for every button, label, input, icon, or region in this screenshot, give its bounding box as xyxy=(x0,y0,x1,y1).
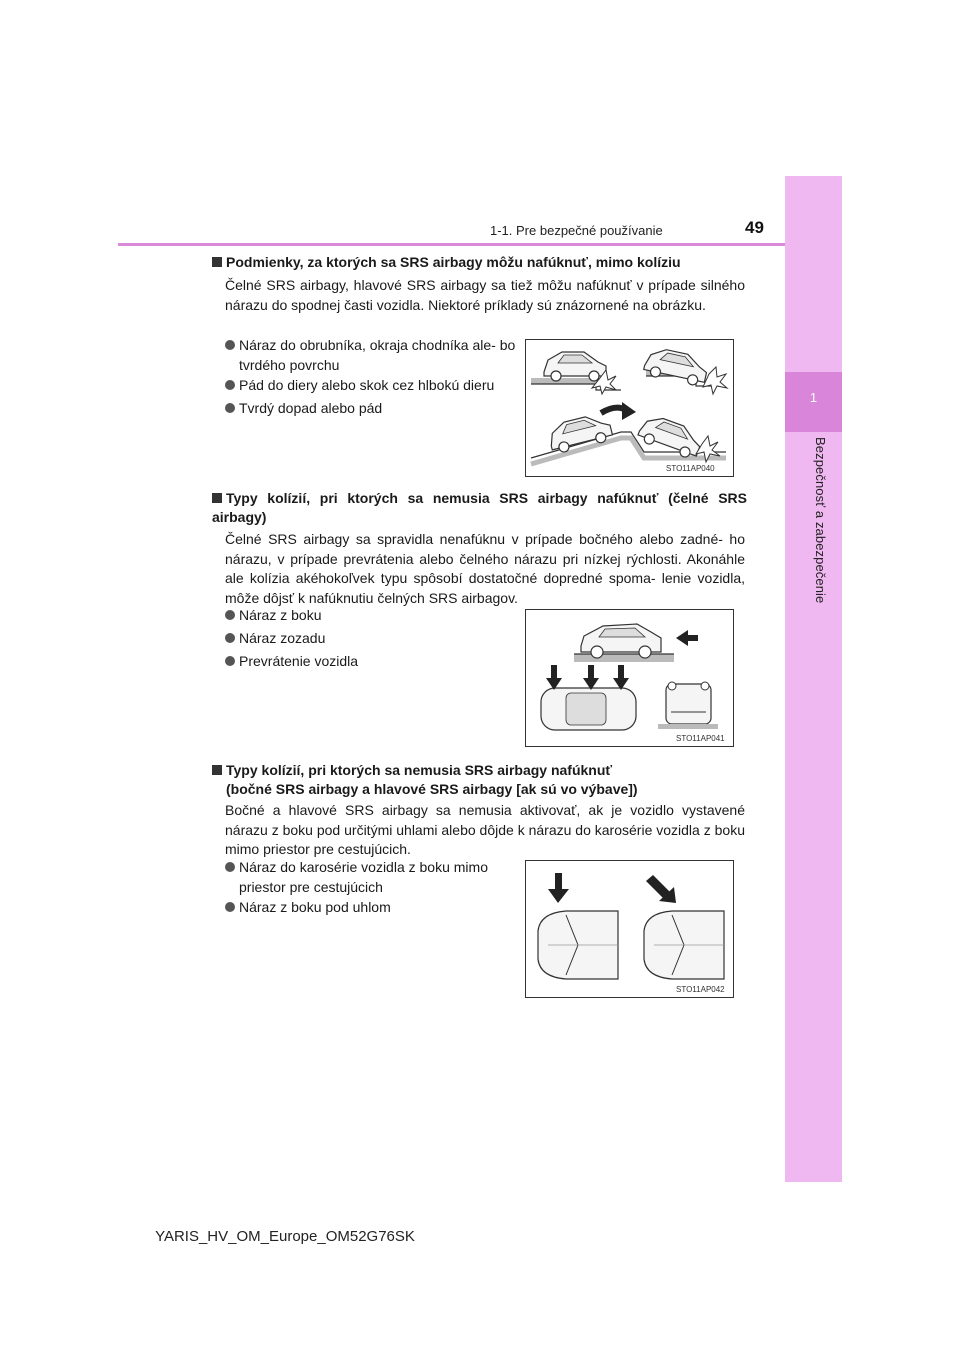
chapter-number: 1 xyxy=(809,390,818,405)
bullet-item: Náraz z boku pod uhlom xyxy=(225,898,515,918)
chapter-title: Bezpečnosť a zabezpečenie xyxy=(813,437,828,604)
figure-side-angle-impacts xyxy=(525,860,734,998)
section-paragraph-3: Bočné a hlavové SRS airbagy sa nemusia aktivovať, ak je vozidlo vystavené nárazu z boku pod určitými uhlami alebo dôjde k nárazu do karosérie vozidla z boku mimo priestor pre cestujúcich. xyxy=(225,802,745,857)
figure-side-rear-rollover xyxy=(525,609,734,747)
circle-bullet-icon xyxy=(225,340,235,350)
car-icon xyxy=(581,624,661,658)
section-heading-1: Podmienky, za ktorých sa SRS airbagy môžu nafúknuť, mimo kolíziu xyxy=(212,253,747,272)
circle-bullet-icon xyxy=(225,380,235,390)
circle-bullet-icon xyxy=(225,656,235,666)
section-paragraph-1: Čelné SRS airbagy, hlavové SRS airbagy sa tiež môžu nafúknuť v prípade silného nárazu do spodnej časti vozidla. Niektoré príklady sú znázornené na obrázku. xyxy=(225,277,745,313)
rollover-car-icon xyxy=(666,682,711,724)
bullet-item: Náraz do karosérie vozidla z boku mimo priestor pre cestujúcich xyxy=(225,858,534,897)
car-icon xyxy=(643,346,710,387)
car-top-icon xyxy=(541,688,636,730)
car-icon xyxy=(544,352,606,381)
bullet-item: Náraz z boku xyxy=(225,606,505,626)
square-bullet-icon xyxy=(212,257,222,267)
section-heading-2: Typy kolízií, pri ktorých sa nemusia SRS airbagy nafúknuť (čelné SRS airbagy) xyxy=(212,490,747,525)
bullet-item: Náraz zozadu xyxy=(225,629,505,649)
car-icon xyxy=(636,412,704,460)
circle-bullet-icon xyxy=(225,610,235,620)
section-heading-3: Typy kolízií, pri ktorých sa nemusia SRS airbagy nafúknuť (bočné SRS airbagy a hlavové SRS airbagy [ak sú vo výbave]) xyxy=(212,761,747,799)
car-front-top-icon xyxy=(538,911,618,979)
square-bullet-icon xyxy=(212,493,222,503)
arrow-diagonal-icon xyxy=(646,875,676,903)
header-section-title: 1-1. Pre bezpečné používanie xyxy=(490,223,663,238)
arrow-down-icon xyxy=(548,873,569,903)
bullet-item: Tvrdý dopad alebo pád xyxy=(225,399,525,419)
figure-code: STO11AP040 xyxy=(666,464,715,473)
car-front-top-icon xyxy=(644,911,724,979)
footer-document-code: YARIS_HV_OM_Europe_OM52G76SK xyxy=(155,1228,415,1245)
arrow-down-icon xyxy=(546,665,629,690)
square-bullet-icon xyxy=(212,765,222,775)
figure-curb-impacts xyxy=(525,339,734,477)
circle-bullet-icon xyxy=(225,403,235,413)
circle-bullet-icon xyxy=(225,633,235,643)
circle-bullet-icon xyxy=(225,902,235,912)
section-paragraph-2: Čelné SRS airbagy sa spravidla nenafúknu v prípade bočného alebo zadné- ho nárazu, v prípade prevrátenia alebo čelného nárazu pri nízkej rýchlosti. Akonáhle ale kolízia akéhokoľvek typu spôsobí dostatočné dopredné spoma- lenie vozidla, môže dôjsť k nafúknutiu čelných SRS airbagov. xyxy=(225,531,745,606)
bullet-item: Pád do diery alebo skok cez hlbokú dieru xyxy=(225,376,525,396)
arrow-left-icon xyxy=(676,630,698,646)
header-rule xyxy=(118,243,785,246)
bullet-item: Prevrátenie vozidla xyxy=(225,652,505,672)
figure-code: STO11AP042 xyxy=(676,985,725,994)
bullet-item: Náraz do obrubníka, okraja chodníka ale- bo tvrdého povrchu xyxy=(225,336,529,375)
page-number: 49 xyxy=(745,218,764,237)
figure-code: STO11AP041 xyxy=(676,734,725,743)
circle-bullet-icon xyxy=(225,862,235,872)
